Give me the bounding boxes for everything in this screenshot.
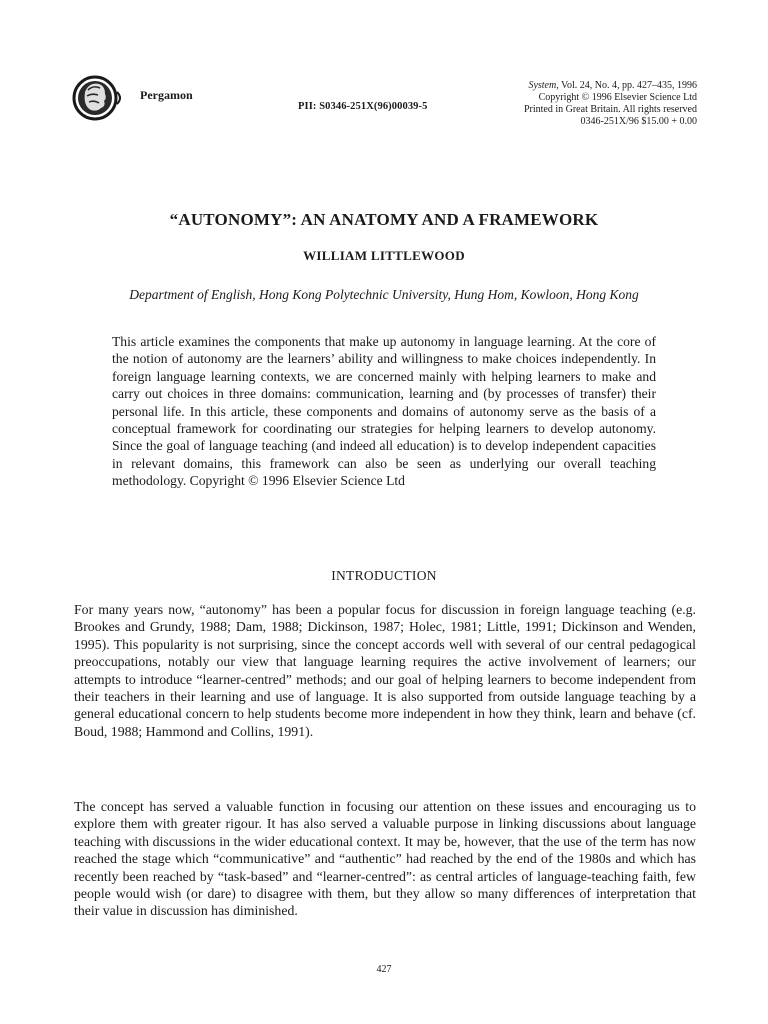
section-heading: INTRODUCTION bbox=[331, 568, 437, 583]
article-author: WILLIAM LITTLEWOOD bbox=[303, 248, 465, 263]
publisher-name: Pergamon bbox=[140, 88, 193, 102]
body-paragraph: The concept has served a valuable function in focusing our attention on these issues and encouraging us to explore them with greater rigour. It has also served a valuable purpose in linking discussions about language teaching with discussions in the wider educational context. It may be, however, that the use of the term has now reached the stage which “communicative” and “authentic” had reached by the end of the 1980s and which has recently been reached by “task-based” and “learner-centred”: as central articles of language-teaching faith, few people would wish (or dare) to disagree with them, but they allow so many differences of interpretation that their value in discussion has diminished. bbox=[74, 799, 696, 919]
pii-identifier: PII: S0346-251X(96)00039-5 bbox=[298, 101, 428, 112]
author-affiliation: Department of English, Hong Kong Polytechnic University, Hung Hom, Kowloon, Hong Kong bbox=[129, 287, 639, 302]
journal-name: System bbox=[528, 80, 557, 91]
copyright-line: Copyright © 1996 Elsevier Science Ltd bbox=[538, 92, 697, 103]
page-number: 427 bbox=[376, 964, 392, 975]
price-line: 0346-251X/96 $15.00 + 0.00 bbox=[580, 116, 697, 127]
article-title: “AUTONOMY”: AN ANATOMY AND A FRAMEWORK bbox=[169, 210, 599, 229]
citation-line bbox=[524, 80, 697, 92]
abstract: This article examines the components that make up autonomy in language learning. At the core of the notion of autonomy are the learners’ ability and willingness to make choices independently. In foreign language learning contexts, we are concerned mainly with helping learners to make and carry out choices in three domains: communication, learning and (by processes of transfer) their personal life. In this article, these components and domains of autonomy serve as the basis of a conceptual framework for coordinating our strategies for helping learners to develop autonomy. Since the goal of language teaching (and indeed all education) is to develop independent capacities in relevant domains, this framework can also be seen as underlying our overall teaching methodology. Copyright © 1996 Elsevier Science Ltd bbox=[112, 334, 656, 489]
citation-details: , Vol. 24, No. 4, pp. 427–435, 1996 bbox=[556, 80, 697, 91]
printed-line: Printed in Great Britain. All rights reserved bbox=[523, 104, 697, 115]
body-paragraph: For many years now, “autonomy” has been a popular focus for discussion in foreign language teaching (e.g. Brookes and Grundy, 1988; Dam, 1988; Dickinson, 1987; Holec, 1981; Little, 1991; Dickinson and Wenden, 1995). This popularity is not surprising, since the concept accords well with several of our central pedagogical preoccupations, notably our view that language learning requires the active involvement of learners; our attempts to introduce “learner-centred” methods; and our goal of helping learners to become independent from their teachers in their learning and use of language. It is also supported from outside language teaching by a general educational concern to help students become more independent in how they think, learn and behave (cf. Boud, 1988; Hammond and Collins, 1991). bbox=[74, 602, 696, 739]
publisher-logo-icon bbox=[71, 70, 133, 126]
citation-block bbox=[524, 80, 697, 128]
